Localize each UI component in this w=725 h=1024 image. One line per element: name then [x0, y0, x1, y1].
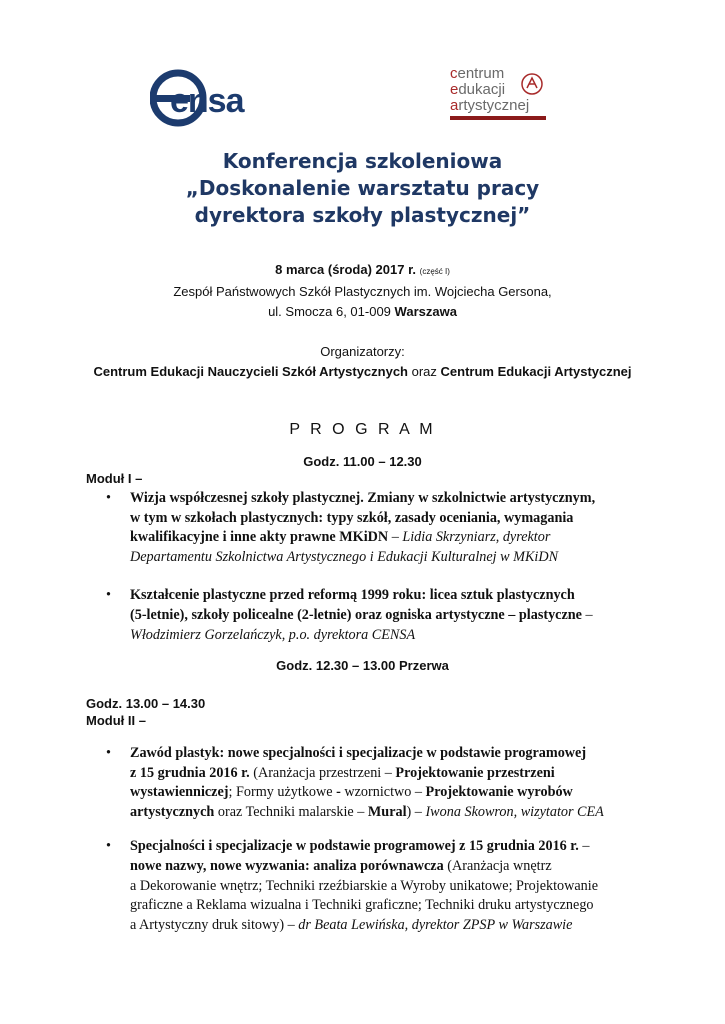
event-date-line — [0, 260, 725, 282]
censa-logo — [150, 68, 260, 128]
event-date: 8 marca (środa) 2017 r. — [275, 262, 417, 277]
program-heading: P R O G R A M — [289, 421, 436, 438]
break-time: Godz. 12.30 – 13.00 Przerwa — [276, 658, 449, 673]
module-1-label: Moduł I – — [86, 471, 143, 486]
list-item: • Wizja współczesnej szkoły plastycznej. Zmiany w szkolnictwie artystycznym, w tym w szkołach plastycznych: typy szkół, zasady oceniania, wymagania kwalifikacyjne i inne akty prawne MKiDN – Lidia Skrzyniarz, dyrektor Departamentu Szkolnictwa Artystycznego i Edukacji Kulturalnej w MKiDN — [106, 490, 596, 565]
bullet-icon: • — [106, 745, 111, 761]
cea-logo-bar — [450, 116, 546, 120]
organizer-2: Centrum Edukacji Artystycznej — [440, 364, 632, 379]
event-venue: Zespół Państwowych Szkół Plastycznych im. Wojciecha Gersona, — [173, 284, 552, 299]
title-line-3: dyrektora szkoły plastycznej” — [194, 203, 531, 227]
bullet-icon: • — [106, 587, 111, 604]
event-part-note: (część I) — [419, 267, 450, 276]
organizers-line — [0, 362, 725, 382]
event-info — [0, 260, 725, 322]
list-item: • Specjalności i specjalizacje w podstawie programowej z 15 grudnia 2016 r. – nowe nazwy, nowe wyzwania: analiza porównawcza (Aranżacja wnętrz a Dekorowanie wnętrz; Techniki rzeźbiarskie a Wyroby unikatowe; Projektowanie graficzne a Reklama wizualna i Techniki graficzne; Techniki druku artystycznego a Artystyczny druk sitowy) – dr Beata Lewińska, dyrektor ZPSP w Warszawie — [106, 838, 599, 933]
cea-emblem-icon — [520, 72, 544, 96]
cea-logo — [450, 62, 550, 124]
event-address: ul. Smocza 6, 01-009 Warszawa — [268, 304, 457, 319]
module-2-label: Moduł II – — [86, 713, 146, 728]
organizers — [0, 342, 725, 382]
cea-logo-line-1: centrum — [450, 65, 505, 82]
module-1-list — [104, 489, 644, 645]
list-item: • Kształcenie plastyczne przed reformą 1999 roku: licea sztuk plastycznych (5-letnie), szkoły policealne (2-letnie) oraz ogniska artystyczne – plastyczne – Włodzimierz Gorzelańczyk, p.o. dyrektora CENSA — [106, 587, 593, 643]
list-item: • Zawód plastyk: nowe specjalności i specjalizacje w podstawie programowej z 15 grudnia 2016 r. (Aranżacja przestrzeni – Projektowanie przestrzeni wystawienniczej; Formy użytkowe - wzornictwo – Projektowanie wyrobów artystycznych oraz Techniki malarskie – Mural) – Iwona Skowron, wizytator CEA — [106, 745, 604, 820]
title-line-2: „Doskonalenie warsztatu pracy — [185, 176, 540, 200]
title-line-1: Konferencja szkoleniowa — [222, 149, 503, 173]
slot-1-time: Godz. 11.00 – 12.30 — [303, 454, 422, 469]
organizers-label: Organizatorzy: — [320, 344, 405, 359]
cea-logo-line-2: edukacji — [450, 81, 506, 98]
cea-logo-line-3: artystycznej — [450, 97, 530, 114]
bullet-icon: • — [106, 490, 111, 506]
page-title — [0, 148, 725, 229]
bullet-icon: • — [106, 838, 111, 855]
slot-2-time: Godz. 13.00 – 14.30 — [86, 696, 206, 711]
organizers-conjunction: oraz — [411, 364, 437, 379]
organizer-1: Centrum Edukacji Nauczycieli Szkół Artystycznych — [93, 364, 408, 379]
censa-logo-graphic — [150, 68, 260, 128]
event-city: Warszawa — [394, 304, 457, 319]
module-2-list — [104, 744, 644, 935]
svg-text:ensa: ensa — [170, 82, 244, 120]
